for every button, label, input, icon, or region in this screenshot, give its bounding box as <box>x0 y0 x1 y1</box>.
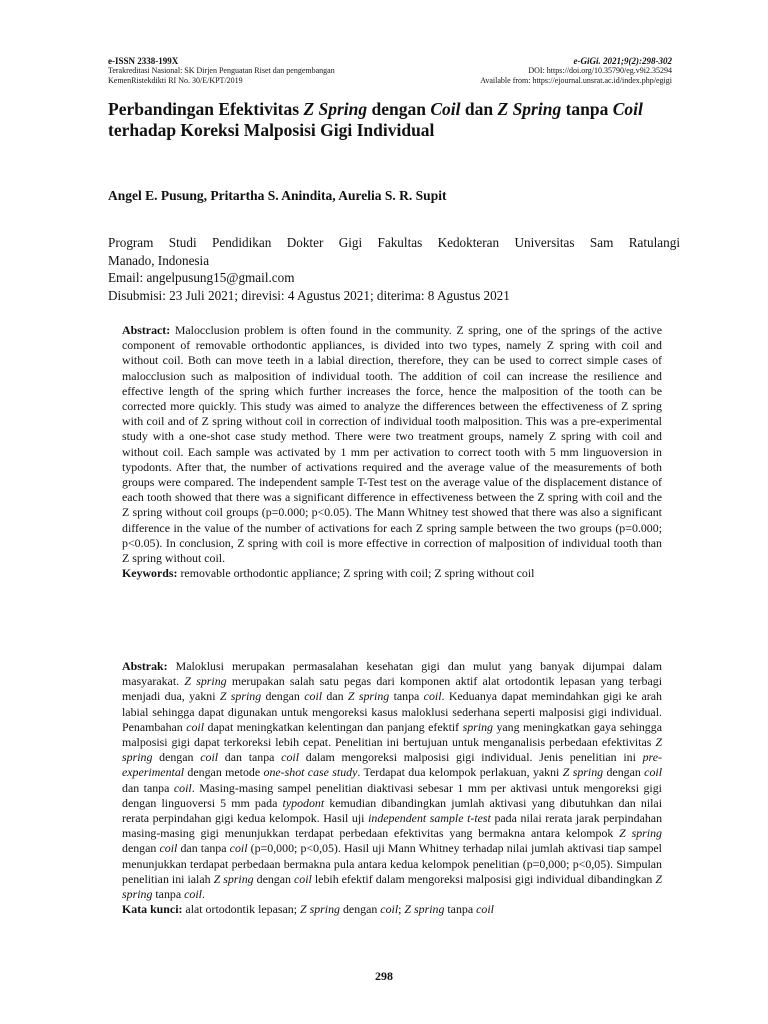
abstract-indonesian <box>122 659 662 917</box>
abstrak-italic: coil <box>184 887 202 902</box>
abstrak-italic: Z spring <box>184 674 227 689</box>
abstrak-italic: coil <box>281 750 300 765</box>
abstrak-text: kemudian dibandingkan jumlah aktivasi yang dibutuhkan dan nilai rerata perpindahan gigi kedua kelompok. Hasil uji <box>122 795 663 826</box>
abstrak-italic: coil <box>173 780 192 795</box>
abstrak-text: dan tanpa <box>177 841 230 856</box>
abstrak-italic: Z spring <box>619 826 662 841</box>
kata-kunci-text: dengan <box>340 902 381 917</box>
title-text: terhadap Koreksi Malposisi Gigi Individual <box>108 120 435 140</box>
abstrak-text: dalam mengoreksi malposisi gigi individual. Jenis penelitian ini <box>299 750 643 765</box>
abstrak-label: Abstrak: <box>122 659 168 673</box>
abstrak-text: dan tanpa <box>218 750 282 765</box>
abstrak-italic: independent sample t-test <box>368 811 491 826</box>
kata-kunci-label: Kata kunci: <box>122 902 183 917</box>
abstrak-text: yang meningkatkan gaya sehingga malposisi gigi dapat terkoreksi lebih cepat. Penelitian ini bertujuan untuk menganalisis perbedaan efektivitas <box>122 719 662 750</box>
abstrak-text: dan tanpa <box>122 780 174 795</box>
title-text: dengan <box>367 99 431 119</box>
abstrak-italic: one-shot case study <box>263 765 358 780</box>
citation: e-GiGi. 2021;9(2):298-302 <box>573 56 672 66</box>
title-italic: Z Spring <box>497 99 562 119</box>
keywords-id <box>122 902 662 917</box>
abstrak-text: . Keduanya dapat memindahkan gigi ke arah labial sehingga dapat digunakan untuk mengoreksi kasus maloklusi sederhana seperti malposisi gigi individual. Penambahan <box>122 689 662 734</box>
abstrak-italic: coil <box>423 689 442 704</box>
abstrak-italic: Z spring <box>122 735 662 765</box>
abstrak-italic: Z spring <box>562 765 604 780</box>
kata-kunci-italic: Z spring <box>300 902 340 917</box>
abstrak-italic: coil <box>644 765 663 780</box>
abstrak-italic: coil <box>159 841 178 856</box>
abstrak-text: dan <box>322 689 348 704</box>
affiliation-line-1: Program Studi Pendidikan Dokter Gigi Fakultas Kedokteran Universitas Sam Ratulangi <box>108 235 680 250</box>
submission-dates: Disubmisi: 23 Juli 2021; direvisi: 4 Agustus 2021; diterima: 8 Agustus 2021 <box>108 287 510 303</box>
title-italic: Z Spring <box>303 99 368 119</box>
abstrak-text: dengan <box>253 871 294 886</box>
abstrak-italic: coil <box>200 750 219 765</box>
abstrak-text: (p=0,000; p<0,05). Hasil uji Mann Whitney terhadap nilai jumlah aktivasi tiap sampel menunjukkan terdapat perbedaan bermakna pula antara kedua kelompok penelitian (p=0,000; p<0,05). Simpulan penelitian ini ialah <box>122 841 662 886</box>
kata-kunci-text: tanpa <box>444 902 477 917</box>
accreditation-line-1: Terakreditasi Nasional: SK Dirjen Penguatan Riset dan pengembangan <box>108 66 335 76</box>
abstrak-text: dengan <box>603 765 645 780</box>
keywords-en-text: removable orthodontic appliance; Z spring with coil; Z spring without coil <box>177 566 535 581</box>
journal-header-left <box>108 56 335 87</box>
kata-kunci-text: ; <box>398 902 405 917</box>
title-text: Perbandingan Efektivitas <box>108 99 304 119</box>
abstrak-text: . Masing-masing sampel penelitian diaktivasi sebesar 1 mm per aktivasi untuk mengoreksi gigi dengan linguoversi 5 mm pada <box>122 780 662 810</box>
abstrak-italic: coil <box>229 841 248 856</box>
abstract-id-body <box>122 659 662 902</box>
abstrak-text: . Terdapat dua kelompok perlakuan, yakni <box>357 765 563 780</box>
abstrak-italic: Z spring <box>213 871 254 886</box>
abstrak-text: merupakan salah satu pegas dari komponen aktif alat ortodontik lepasan yang terbagi menjadi dua, yakni <box>122 674 662 704</box>
title-italic: Coil <box>430 99 461 119</box>
abstrak-italic: Z spring <box>122 871 662 902</box>
abstrak-text: . <box>201 887 205 902</box>
abstrak-italic: pre-experimental <box>122 750 662 780</box>
kata-kunci-italic: coil <box>380 902 399 917</box>
title-text: dan <box>460 99 498 119</box>
abstrak-italic: coil <box>186 719 205 734</box>
kata-kunci-text: alat ortodontik lepasan; <box>182 902 301 917</box>
title-text: tanpa <box>561 99 613 119</box>
abstrak-text: dengan <box>261 689 305 704</box>
abstrak-text: Maloklusi merupakan permasalahan kesehatan gigi dan mulut yang banyak dijumpai dalam masyarakat. <box>122 659 662 689</box>
abstrak-text: dapat meningkatkan kelentingan dan panjang efektif <box>204 719 463 734</box>
abstract-en-text: Malocclusion problem is often found in the community. Z spring, one of the springs of the active component of removable orthodontic appliances, is divided into two types, namely Z spring with coil and without coil. Both can move teeth in a labial direction, therefore, they can be used to correct simple cases of malocclusion such as malposition of individual tooth. The addition of coil can increase the resilience and effective length of the spring which further increases the force, hence the malposition of the tooth can be corrected more quickly. This study was aimed to analyze the differences between the effectiveness of Z spring with coil and of Z spring without coil in correction of individual tooth malposition. This was a pre-experimental study with a one-shot case study method. There were two treatment groups, namely Z spring with coil and without coil. Each sample was activated by 1 mm per activation to correct tooth with 5 mm linguoversion in typodonts. After that, the number of activations required and the average value of the measurements of both groups were compared. The independent sample T-Test test on the average value of the displacement distance of each tooth showed that there was a significant difference in effectiveness between the Z spring with coil and the Z spring without coil groups (p=0.000; p<0.05). The Mann Whitney test showed that there was also a significant difference in the value of the number of activations for each Z spring sample between the two groups (p=0.000; p<0.05). In conclusion, Z spring with coil is more effective in correction of malposition of individual tooth than Z spring without coil. <box>122 323 662 566</box>
journal-header-right <box>480 56 672 87</box>
abstract-english <box>122 323 662 581</box>
abstrak-italic: coil <box>294 871 312 886</box>
abstrak-text: lebih efektif dalam mengoreksi malposisi gigi individual dibandingkan <box>311 871 656 886</box>
abstrak-italic: coil <box>304 689 323 704</box>
keywords-label: Keywords: <box>122 566 178 581</box>
page-number: 298 <box>375 969 393 983</box>
abstrak-text: tanpa <box>152 887 185 902</box>
abstrak-text: dengan <box>152 750 201 765</box>
available-from-link[interactable]: Available from: https://ejournal.unsrat.ac.id/index.php/egigi <box>480 76 672 86</box>
keywords-en <box>122 566 662 581</box>
abstrak-text: dengan metode <box>184 765 264 780</box>
accreditation-line-2: KemenRistekdikti RI No. 30/E/KPT/2019 <box>108 76 243 86</box>
title-italic: Coil <box>612 99 643 119</box>
abstrak-text: dengan <box>122 841 160 856</box>
kata-kunci-italic: Z spring <box>404 902 445 917</box>
affiliation-line-2: Manado, Indonesia <box>108 252 210 268</box>
abstract-label: Abstract: <box>122 323 171 337</box>
issn: e-ISSN 2338-199X <box>108 56 179 66</box>
abstrak-italic: Z spring <box>347 689 390 704</box>
affiliation-block <box>108 234 680 304</box>
abstrak-italic: spring <box>462 719 493 734</box>
abstrak-italic: Z spring <box>219 689 262 704</box>
email[interactable]: Email: angelpusung15@gmail.com <box>108 270 295 285</box>
article-title <box>108 99 688 141</box>
kata-kunci-italic: coil <box>476 902 494 917</box>
abstrak-text: pada nilai rerata jarak perpindahan masing-masing gigi menunjukkan terdapat perbedaan efektivitas yang bermakna antara kelompok <box>122 811 663 841</box>
abstrak-italic: typodont <box>282 795 325 810</box>
abstract-en-body <box>122 323 662 566</box>
authors: Angel E. Pusung, Pritartha S. Anindita, Aurelia S. R. Supit <box>108 188 447 203</box>
doi-link[interactable]: DOI: https://doi.org/10.35790/eg.v9i2.35294 <box>528 66 672 76</box>
abstrak-text: tanpa <box>389 689 424 704</box>
